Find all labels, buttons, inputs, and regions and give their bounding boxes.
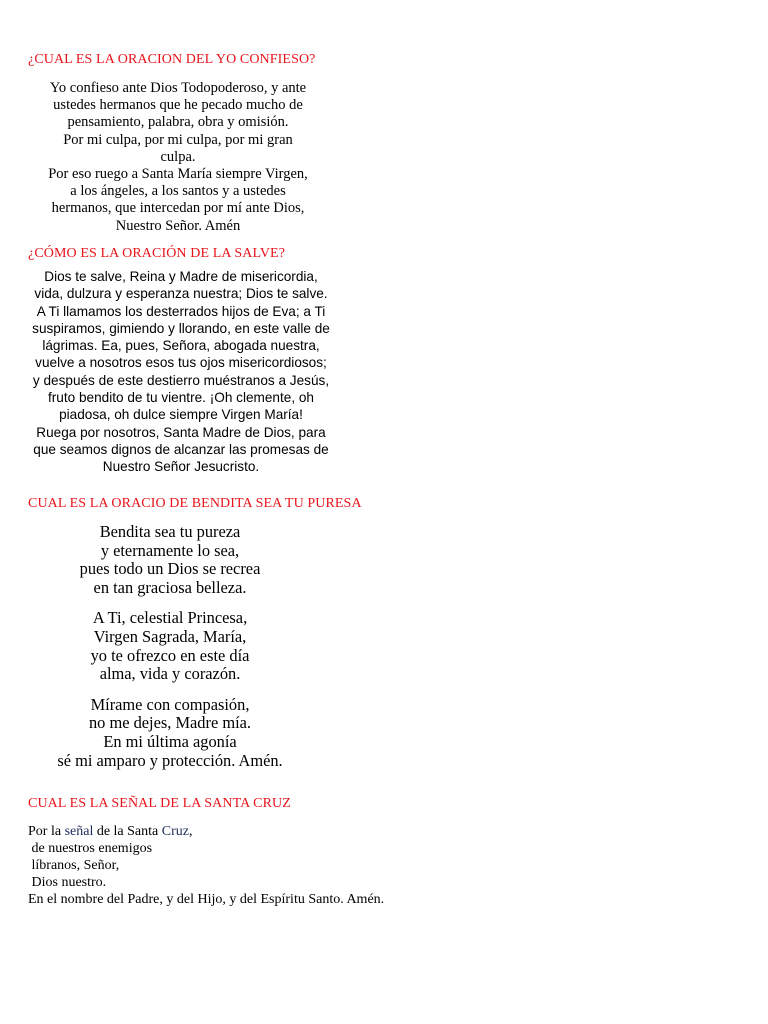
text-line: no me dejes, Madre mía. (88, 713, 252, 733)
text-fragment: Por la (28, 824, 65, 839)
text-fragment: , (188, 824, 193, 839)
text-line: alma, vida y corazón. (99, 664, 241, 684)
text-line: Bendita sea tu pureza (99, 522, 241, 541)
text-line: Por mi culpa, por mi culpa, por mi gran (63, 131, 293, 148)
text-line: En mi última agonía (103, 731, 237, 751)
text-line: Dios te salve, Reina y Madre de misericordia, (44, 269, 318, 284)
text-line: Ruega por nosotros, Santa Madre de Dios, para (36, 424, 326, 440)
heading-bendita-sea: CUAL ES LA ORACIO DE BENDITA SEA TU PURESA (28, 496, 362, 511)
text-line: Virgen Sagrada, María, (93, 626, 247, 646)
text-line: piadosa, oh dulce siempre Virgen María! (59, 407, 303, 423)
text-line: pues todo un Dios se recrea (79, 559, 261, 579)
text-line: vida, dulzura y esperanza nuestra; Dios te salve. (34, 286, 328, 302)
heading-yo-confieso: ¿CUAL ES LA ORACION DEL YO CONFIESO? (28, 52, 316, 67)
text-line: Por eso ruego a Santa María siempre Virgen, (48, 166, 308, 183)
text-line: pensamiento, palabra, obra y omisión. (67, 114, 289, 131)
text-line: Mírame con compasión, (90, 694, 250, 714)
text-fragment: señal (64, 824, 94, 839)
text-fragment: de la Santa (93, 824, 162, 839)
text-line: culpa. (160, 148, 196, 165)
text-line: vuelve a nosotros esos tus ojos misericordiosos; (35, 355, 327, 371)
stanza-gap (20, 684, 320, 696)
text-line: de nuestros enemigos (28, 841, 153, 856)
text-line: Nuestro Señor. Amén (115, 217, 241, 234)
prayer-yo-confieso (28, 80, 328, 235)
text-fragment: Cruz (161, 824, 189, 839)
prayer-bendita-sea (20, 523, 320, 770)
prayer-salve (20, 268, 342, 476)
heading-senal-santa-cruz: CUAL ES LA SEÑAL DE LA SANTA CRUZ (28, 796, 291, 811)
text-line (28, 823, 384, 840)
text-line: yo te ofrezco en este día (90, 645, 250, 665)
text-line: líbranos, Señor, (28, 858, 120, 873)
text-line: a los ángeles, a los santos y a ustedes (70, 183, 286, 200)
text-line: A Ti llamamos los desterrados hijos de Eva; a Ti (36, 303, 326, 319)
prayer-senal-santa-cruz (28, 823, 384, 908)
text-line: A Ti, celestial Princesa, (92, 608, 248, 628)
text-line: y eternamente lo sea, (100, 540, 240, 560)
text-line: En el nombre del Padre, y del Hijo, y del Espíritu Santo. Amén. (28, 892, 385, 907)
text-line: fruto bendito de tu vientre. ¡Oh clemente, oh (48, 390, 314, 406)
text-line: hermanos, que intercedan por mí ante Dios, (51, 200, 305, 217)
text-line: Yo confieso ante Dios Todopoderoso, y ante (49, 80, 307, 96)
text-line: sé mi amparo y protección. Amén. (57, 750, 283, 770)
text-line: que seamos dignos de alcanzar las promesas de (33, 441, 329, 457)
text-line: lágrimas. Ea, pues, Señora, abogada nuestra, (42, 338, 320, 354)
text-line: Nuestro Señor Jesucristo. (102, 459, 260, 475)
text-line: suspiramos, gimiendo y llorando, en este valle de (32, 320, 330, 336)
text-line: Dios nuestro. (28, 875, 107, 890)
heading-salve: ¿CÓMO ES LA ORACIÓN DE LA SALVE? (28, 246, 286, 261)
text-line: y después de este destierro muéstranos a Jesús, (32, 372, 330, 388)
text-line: ustedes hermanos que he pecado mucho de (53, 97, 303, 114)
text-line: en tan graciosa belleza. (93, 577, 247, 597)
